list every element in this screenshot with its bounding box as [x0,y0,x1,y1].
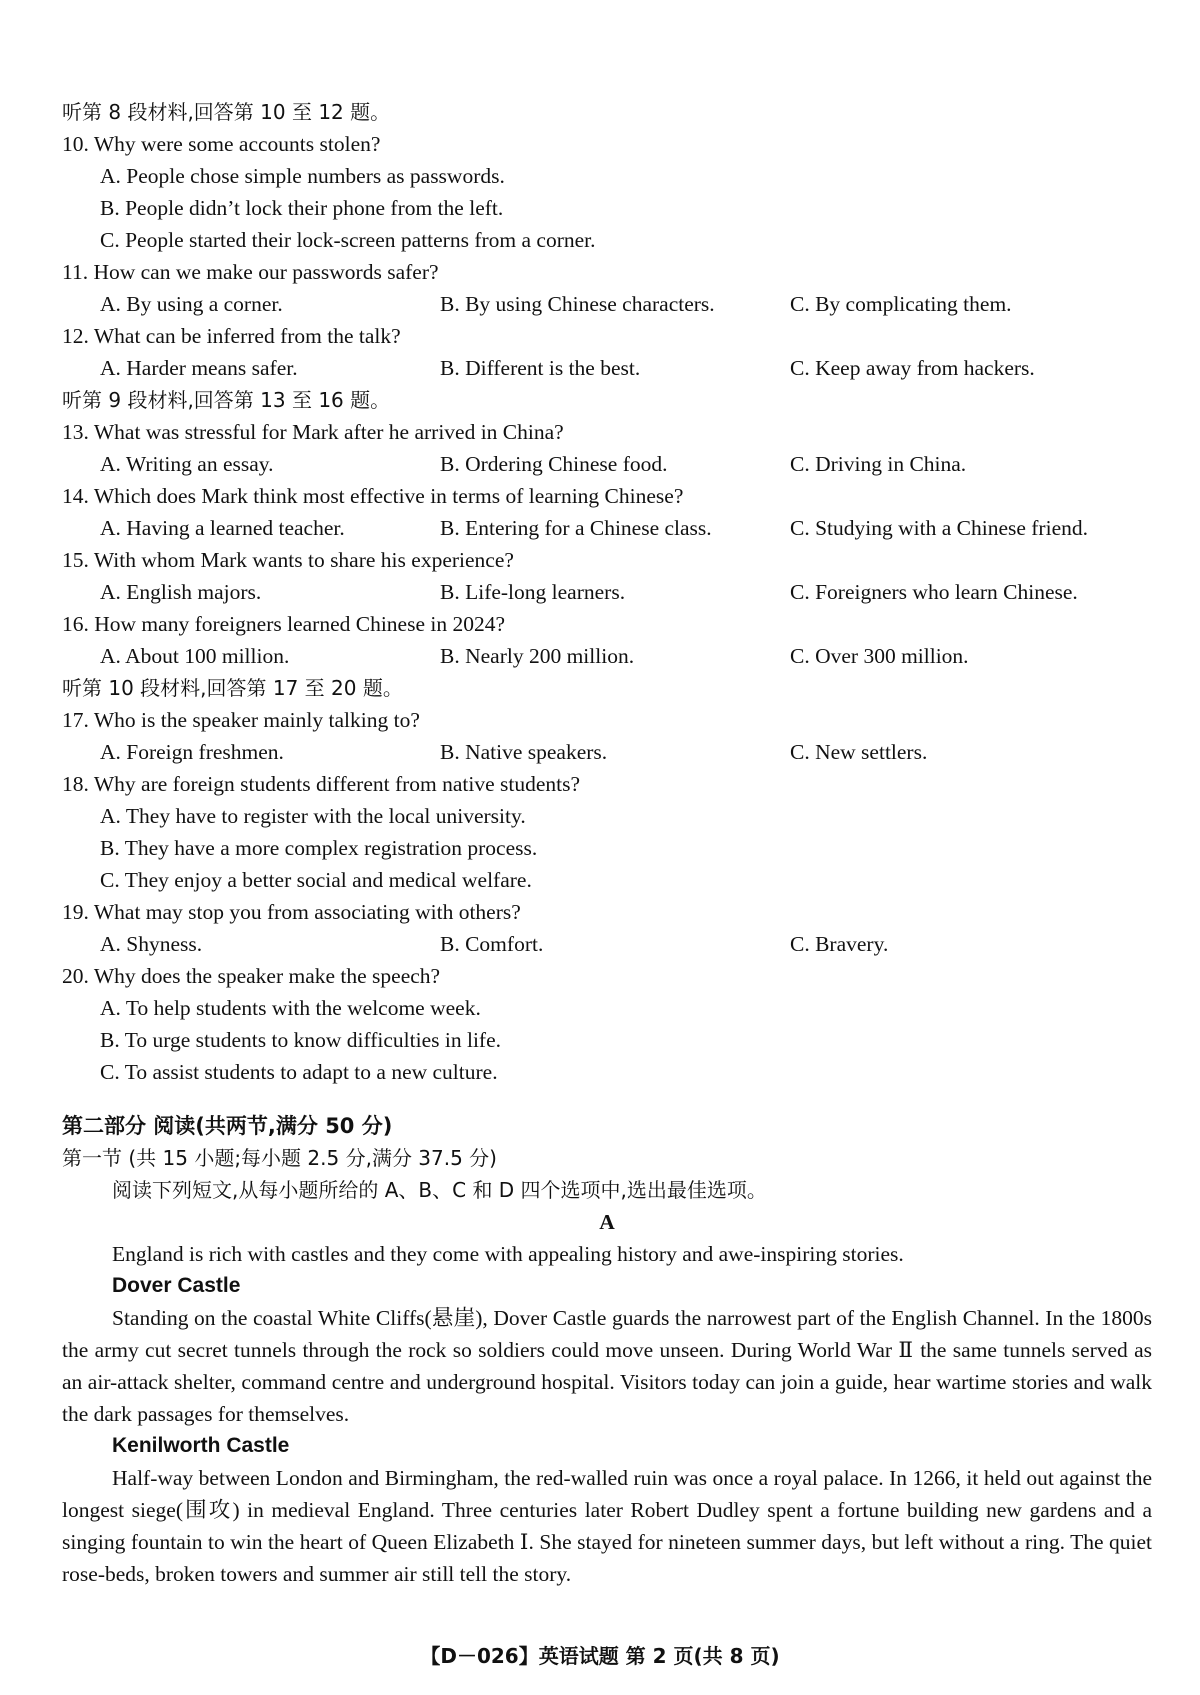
question: 16. How many foreigners learned Chinese in 2024? [62,612,506,636]
option-c: C. Keep away from hackers. [790,356,1035,380]
option: C. To assist students to adapt to a new culture. [100,1060,498,1084]
option-b: B. Ordering Chinese food. [440,452,668,476]
option-b: B. By using Chinese characters. [440,292,715,316]
option-row [62,736,1152,768]
option-row [62,640,1152,672]
option: A. They have to register with the local university. [100,804,526,828]
option-b: B. Native speakers. [440,740,608,764]
passage-label: A [599,1210,615,1234]
section-instruction: 听第 9 段材料,回答第 13 至 16 题。 [62,388,391,412]
option: B. People didn’t lock their phone from the left. [100,196,504,220]
option-b: B. Life-long learners. [440,580,626,604]
question: 20. Why does the speaker make the speech? [62,964,441,988]
option-row [62,512,1152,544]
option-row [62,288,1152,320]
option-row [62,928,1152,960]
passage-intro: England is rich with castles and they come with appealing history and awe-inspiring stories. [112,1242,904,1266]
option: B. To urge students to know difficulties in life. [100,1028,501,1052]
option-c: C. Foreigners who learn Chinese. [790,580,1078,604]
option-row [62,448,1152,480]
question: 11. How can we make our passwords safer? [62,260,439,284]
option-row [62,576,1152,608]
option-c: C. Studying with a Chinese friend. [790,516,1088,540]
heading-kenilworth-castle: Kenilworth Castle [112,1434,290,1457]
option-a: A. About 100 million. [100,644,290,668]
option: A. People chose simple numbers as passwords. [100,164,505,188]
question: 12. What can be inferred from the talk? [62,324,401,348]
part2-title: 第二部分 阅读(共两节,满分 50 分) [62,1114,393,1138]
option: C. They enjoy a better social and medical welfare. [100,868,532,892]
question: 10. Why were some accounts stolen? [62,132,381,156]
option-c: C. New settlers. [790,740,928,764]
option-a: A. Shyness. [100,932,203,956]
section1-title: 第一节 (共 15 小题;每小题 2.5 分,满分 37.5 分) [62,1146,497,1170]
option-b: B. Entering for a Chinese class. [440,516,712,540]
listening-section [62,96,1152,1088]
option-c: C. Driving in China. [790,452,967,476]
question: 13. What was stressful for Mark after he arrived in China? [62,420,564,444]
option: A. To help students with the welcome week. [100,996,481,1020]
option: C. People started their lock-screen patterns from a corner. [100,228,596,252]
reading-instruction: 阅读下列短文,从每小题所给的 A、B、C 和 D 四个选项中,选出最佳选项。 [112,1178,767,1202]
question: 14. Which does Mark think most effective in terms of learning Chinese? [62,484,684,508]
question: 19. What may stop you from associating with others? [62,900,521,924]
option-b: B. Comfort. [440,932,544,956]
heading-dover-castle: Dover Castle [112,1274,241,1297]
option-a: A. Writing an essay. [100,452,274,476]
option: B. They have a more complex registration process. [100,836,538,860]
question: 17. Who is the speaker mainly talking to? [62,708,420,732]
section-instruction: 听第 10 段材料,回答第 17 至 20 题。 [62,676,403,700]
option-b: B. Nearly 200 million. [440,644,635,668]
option-c: C. By complicating them. [790,292,1012,316]
option-c: C. Bravery. [790,932,889,956]
question: 18. Why are foreign students different from native students? [62,772,581,796]
page-footer: 【D－026】英语试题 第 2 页(共 8 页) [420,1644,780,1668]
option-b: B. Different is the best. [440,356,641,380]
exam-page [62,96,1152,1590]
option-a: A. Having a learned teacher. [100,516,345,540]
option-a: A. Foreign freshmen. [100,740,284,764]
option-a: A. By using a corner. [100,292,283,316]
paragraph-kenilworth-castle: Half-way between London and Birmingham, the red-walled ruin was once a royal palace. In 1266, it held out against the longest siege(围攻) in medieval England. Three centuries later Robert Dudley spent a fortune building new gardens and a singing fountain to win the heart of Queen Elizabeth Ⅰ. She stayed for nineteen summer days, but left without a ring. The quiet rose-beds, broken towers and summer air still tell the story. [62,1466,1152,1586]
paragraph-dover-castle: Standing on the coastal White Cliffs(悬崖), Dover Castle guards the narrowest part of the English Channel. In the 1800s the army cut secret tunnels through the rock so soldiers could move unseen. During World War Ⅱ the same tunnels served as an air-attack shelter, command centre and underground hospital. Visitors today can join a guide, hear wartime stories and walk the dark passages for themselves. [62,1306,1152,1426]
option-c: C. Over 300 million. [790,644,969,668]
option-row [62,352,1152,384]
option-a: A. Harder means safer. [100,356,298,380]
question: 15. With whom Mark wants to share his experience? [62,548,514,572]
section-instruction: 听第 8 段材料,回答第 10 至 12 题。 [62,100,391,124]
option-a: A. English majors. [100,580,262,604]
